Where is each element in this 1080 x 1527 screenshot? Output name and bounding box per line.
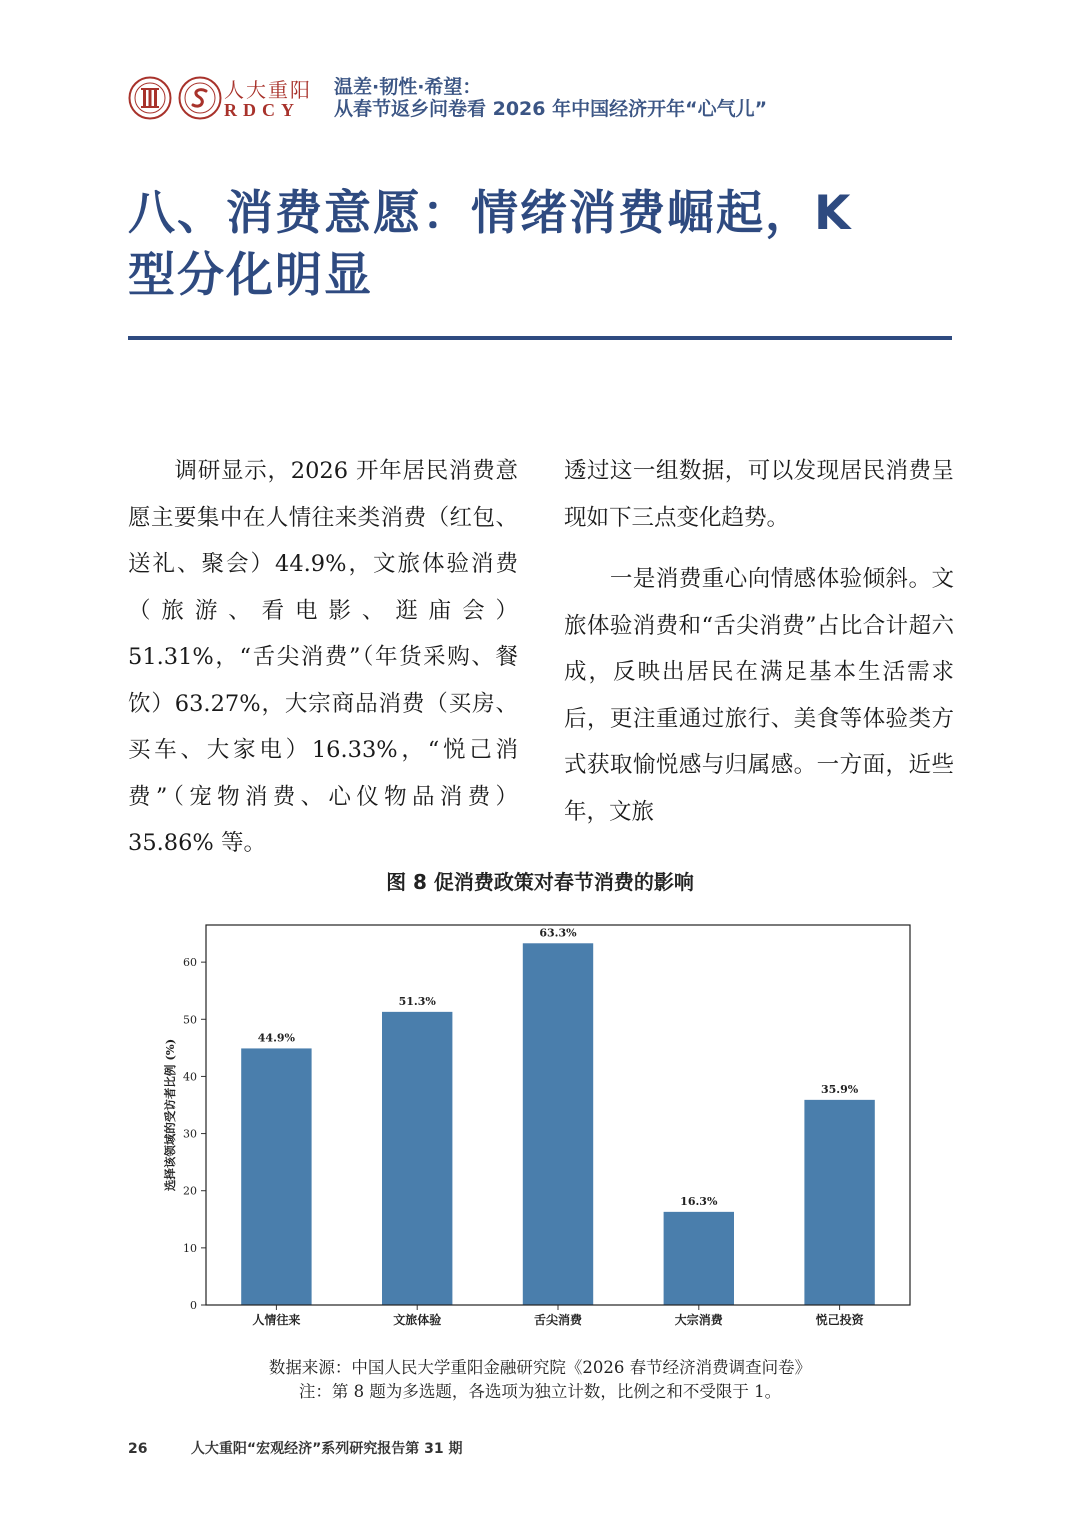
report-title-line-2: 从春节返乡问卷看 2026 年中国经济开年“心气儿” — [334, 98, 768, 120]
report-title — [334, 76, 954, 120]
y-tick-label: 40 — [183, 1070, 197, 1084]
x-tick-label: 人情往来 — [252, 1313, 301, 1327]
paragraph-survey-results: 调研显示，2026 开年居民消费意愿主要集中在人情往来类消费（红包、送礼、聚会）44.9%，文旅体验消费（旅游、看电影、逛庙会）51.31%，“舌尖消费”（年货采购、餐饮）63.27%，大宗商品消费（买房、买车、大家电）16.33%，“悦己消费”（宠物消费、心仪物品消费）35.86% 等。 — [128, 458, 518, 856]
paragraph-trends-intro: 透过这一组数据，可以发现居民消费呈现如下三点变化趋势。 — [564, 458, 954, 531]
logo-text-english: RDCY — [224, 100, 300, 120]
page-number: 26 — [128, 1441, 148, 1457]
y-tick-label: 10 — [183, 1241, 197, 1255]
figure-source-note — [128, 1356, 952, 1404]
bar-1 — [241, 1048, 311, 1305]
figure-title: 图 8 促消费政策对春节消费的影响 — [386, 870, 694, 894]
data-label: 16.3% — [680, 1194, 718, 1208]
y-tick-label: 20 — [183, 1184, 197, 1198]
section-heading-line-2: 型分化明显 — [128, 248, 373, 303]
y-tick-label: 0 — [190, 1299, 197, 1312]
bar-4 — [664, 1212, 734, 1305]
logo-text-chinese: 人大重阳 — [224, 78, 312, 102]
heading-divider — [128, 336, 952, 340]
x-tick-label: 舌尖消费 — [533, 1313, 583, 1327]
body-column-right — [564, 448, 954, 835]
rdcy-seal-logo — [128, 76, 172, 120]
data-label: 51.3% — [398, 994, 436, 1008]
x-tick-label: 大宗消费 — [674, 1313, 723, 1327]
consumption-bar-chart — [160, 915, 920, 1335]
body-column-left — [128, 448, 518, 867]
paragraph-trend-one: 一是消费重心向情感体验倾斜。文旅体验消费和“舌尖消费”占比合计超六成，反映出居民在满足基本生活需求后，更注重通过旅行、美食等体验类方式获取愉悦感与归属感。一方面，近些年，文旅 — [564, 566, 954, 825]
figure-note: 注：第 8 题为多选题，各选项为独立计数，比例之和不受限于 1。 — [298, 1382, 782, 1401]
page-header — [128, 72, 952, 132]
data-source: 数据来源：中国人民大学重阳金融研究院《2026 春节经济消费调查问卷》 — [268, 1358, 812, 1377]
section-heading-line-1: 八、消费意愿：情绪消费崛起，K — [128, 186, 853, 241]
footer-series-title: 人大重阳“宏观经济”系列研究报告第 31 期 — [190, 1441, 463, 1457]
page-footer — [128, 1438, 828, 1458]
section-heading — [128, 183, 958, 307]
x-tick-label: 文旅体验 — [393, 1313, 442, 1327]
bar-5 — [804, 1100, 874, 1305]
bar-2 — [382, 1012, 452, 1305]
y-tick-label: 50 — [183, 1013, 197, 1027]
y-tick-label: 60 — [183, 956, 197, 970]
y-tick-label: 30 — [183, 1127, 197, 1141]
report-title-line-1: 温差·韧性·希望： — [334, 76, 482, 98]
bar-3 — [523, 943, 593, 1305]
y-axis-label: 选择该领域的受访者比例 (%) — [163, 1038, 177, 1192]
data-label: 35.9% — [820, 1082, 859, 1096]
x-tick-label: 悦己投资 — [815, 1313, 864, 1327]
rdcy-emblem-logo — [178, 76, 222, 120]
data-label: 63.3% — [539, 926, 577, 940]
data-label: 44.9% — [257, 1031, 296, 1045]
